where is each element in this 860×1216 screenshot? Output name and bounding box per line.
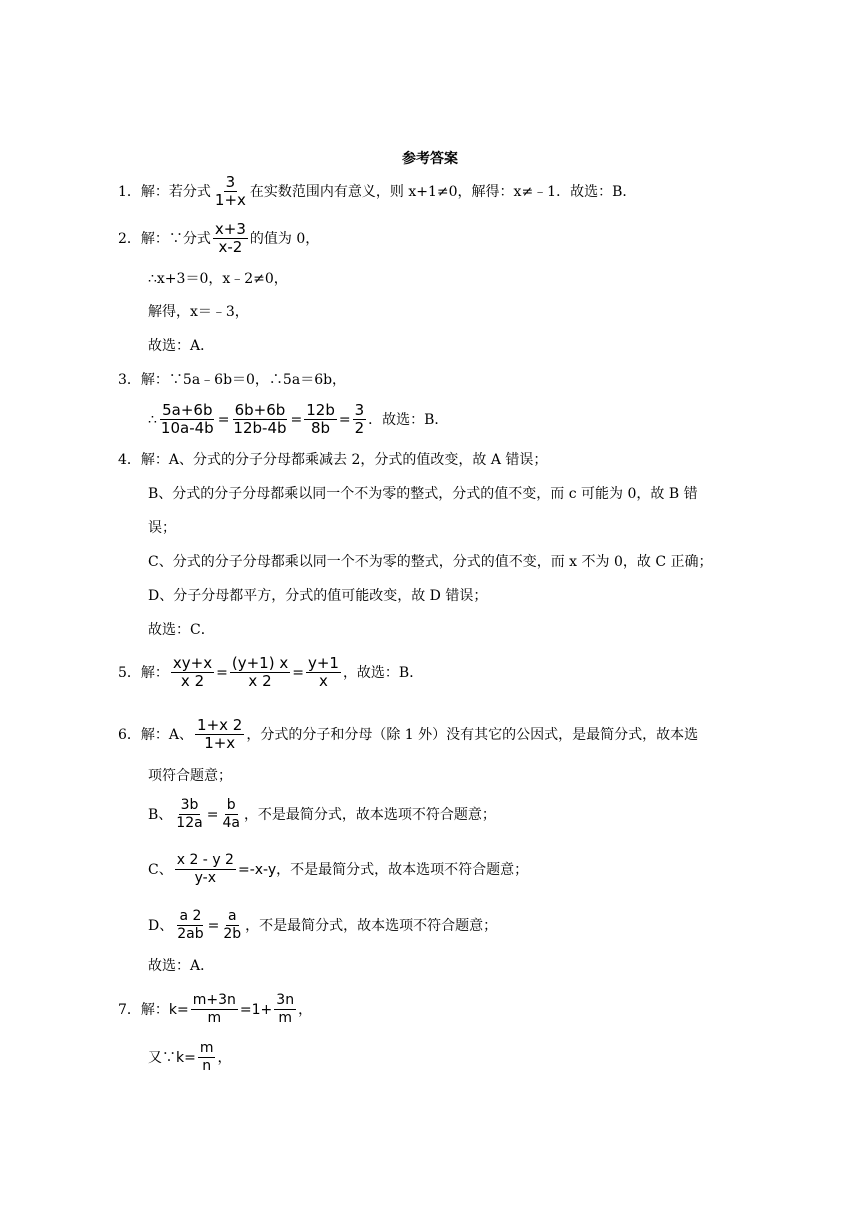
answer-2 [118, 221, 319, 256]
answer-5-fraction-3 [306, 655, 341, 690]
fraction-numerator: a [227, 908, 237, 924]
fraction-numerator: 3 [225, 173, 236, 191]
fraction-numerator: x 2 - y 2 [176, 852, 234, 868]
fraction-numerator: 3n [276, 992, 295, 1008]
fraction-numerator: 6b+6b [234, 401, 286, 419]
answer-5-fraction-1 [171, 655, 214, 690]
fraction-denominator: 2 [354, 419, 365, 437]
fraction-denominator: 12b-4b [233, 419, 287, 437]
answer-2-line-3: 解得，x＝﹣3， [148, 304, 249, 320]
fraction-numerator: y+1 [307, 654, 339, 672]
answer-4-line-6: 故选：C． [148, 622, 215, 638]
fraction-denominator: y-x [194, 870, 217, 886]
answer-7-prefix: 7．解： [118, 1001, 169, 1018]
answer-6-fraction-b2 [220, 797, 242, 832]
answer-5-suffix: ，故选：B． [342, 664, 424, 681]
answer-1 [118, 174, 636, 209]
answer-2-line-2: ∴x+3＝0，x﹣2≠0， [148, 271, 288, 287]
equals-sign: = [290, 411, 303, 428]
answer-6-fraction-d1 [175, 908, 205, 943]
answer-7 [118, 992, 312, 1027]
answer-7-suffix: ， [298, 1001, 313, 1018]
fraction-numerator: (y+1) x [231, 654, 289, 672]
page-title: 参考答案 [402, 151, 458, 167]
fraction-numerator: 3 [354, 401, 365, 419]
fraction-denominator: 4a [222, 815, 240, 831]
fraction-denominator: 1+x [214, 191, 246, 209]
answer-6-fraction-c [175, 852, 236, 887]
answer-1-prefix: 1．解：若分式 [118, 183, 211, 200]
answer-4-line-4: C、分式的分子分母都乘以同一个不为零的整式，分式的值不变，而 x 不为 0，故 C 正确； [148, 554, 713, 570]
fraction-numerator: a 2 [179, 908, 202, 924]
answer-3-line-2 [148, 402, 448, 437]
answer-6-prefix: 6．解：A、 [118, 726, 194, 743]
fraction-numerator: 5a+6b [162, 401, 213, 419]
fraction-denominator: m [278, 1010, 292, 1026]
equals-sign: = [338, 411, 351, 428]
fraction-numerator: 12b [306, 401, 335, 419]
answer-6-fraction-a [195, 717, 244, 752]
answer-7-fraction-2 [274, 992, 296, 1027]
answer-5-fraction-2 [230, 655, 290, 690]
answer-2-line-4: 故选：A． [148, 338, 215, 354]
fraction-numerator: xy+x [172, 654, 213, 672]
answer-4-line-1: 4．解：A、分式的分子分母都乘减去 2，分式的值改变，故 A 错误； [118, 452, 548, 468]
answer-3-fraction-4 [353, 402, 367, 437]
answer-7-line-2-suffix: ， [217, 1049, 232, 1066]
answer-3-fraction-2 [231, 402, 288, 437]
fraction-numerator: 3b [180, 797, 199, 813]
answer-4-line-2: B、分式的分子分母都乘以同一个不为零的整式，分式的值不变，而 c 可能为 0，故 B 错 [148, 486, 698, 502]
answer-7-line-2 [148, 1040, 231, 1075]
option-b-text: ，不是最简分式，故本选项不符合题意； [243, 806, 496, 823]
option-c-result: =-x-y [237, 861, 277, 878]
answer-6-option-a-text: ，分式的分子和分母（除 1 外）没有其它的公因式，是最简分式，故本选 [246, 726, 699, 743]
answer-2-fraction [213, 221, 248, 256]
answer-6-fraction-d2 [221, 908, 243, 943]
fraction-denominator: 2ab [177, 926, 204, 942]
fraction-denominator: x 2 [248, 672, 272, 690]
answer-3-fraction-3 [304, 402, 337, 437]
answer-6-option-a [118, 717, 698, 752]
fraction-numerator: m [199, 1040, 214, 1056]
answer-3-line-1: 3．解：∵5a﹣6b＝0，∴5a＝6b， [118, 372, 347, 388]
answer-2-suffix: 的值为 0， [249, 230, 320, 247]
answer-5 [118, 655, 423, 690]
variable-k: k= [168, 1001, 189, 1018]
answer-6-line-6: 故选：A． [148, 958, 215, 974]
answer-7-fraction-1 [191, 992, 238, 1027]
answer-7-line-2-prefix: 又∵ [148, 1049, 176, 1066]
answer-6-option-b [148, 797, 496, 832]
fraction-numerator: m+3n [192, 992, 236, 1008]
equals-sign: = [207, 917, 220, 934]
answer-3-fraction-1 [159, 402, 216, 437]
fraction-denominator: x [318, 672, 328, 690]
fraction-denominator: 12a [176, 815, 203, 831]
answer-7-fraction-3 [198, 1040, 216, 1075]
fraction-denominator: 10a-4b [160, 419, 214, 437]
fraction-denominator: x 2 [180, 672, 205, 690]
equals-one-plus: =1+ [239, 1001, 273, 1018]
option-c-prefix: C、 [148, 861, 173, 878]
fraction-denominator: 1+x [204, 734, 236, 752]
equals-sign: = [292, 664, 304, 681]
answer-1-fraction [213, 174, 248, 209]
answer-5-prefix: 5．解： [118, 664, 169, 681]
answer-2-prefix: 2．解：∵分式 [118, 230, 211, 247]
answer-6-fraction-b1 [174, 797, 204, 832]
answer-6-option-c [148, 852, 528, 887]
fraction-denominator: 8b [311, 419, 331, 437]
equals-sign: = [216, 664, 228, 681]
fraction-denominator: m [207, 1010, 222, 1026]
fraction-numerator: 1+x 2 [197, 716, 243, 734]
option-c-text: ，不是最简分式，故本选项不符合题意； [276, 861, 529, 878]
equals-sign: = [206, 806, 219, 823]
answer-1-suffix: 在实数范围内有意义，则 x+1≠0，解得：x≠﹣1．故选：B． [249, 183, 637, 200]
equals-sign: = [217, 411, 230, 428]
answer-4-line-5: D、分子分母都平方，分式的值可能改变，故 D 错误； [148, 588, 488, 604]
option-b-prefix: B、 [148, 806, 173, 823]
option-d-text: ，不是最简分式，故本选项不符合题意； [245, 917, 498, 934]
fraction-numerator: b [226, 797, 236, 813]
fraction-denominator: n [202, 1058, 212, 1074]
answer-3-suffix: ．故选：B． [368, 411, 449, 428]
answer-6-line-2: 项符合题意； [148, 768, 232, 784]
fraction-denominator: x-2 [218, 238, 243, 256]
variable-k: k= [176, 1049, 196, 1066]
answer-4-line-3: 误； [148, 520, 176, 536]
therefore-symbol: ∴ [148, 411, 157, 428]
option-d-prefix: D、 [148, 917, 174, 934]
fraction-denominator: 2b [223, 926, 242, 942]
answer-6-option-d [148, 908, 497, 943]
fraction-numerator: x+3 [214, 220, 246, 238]
